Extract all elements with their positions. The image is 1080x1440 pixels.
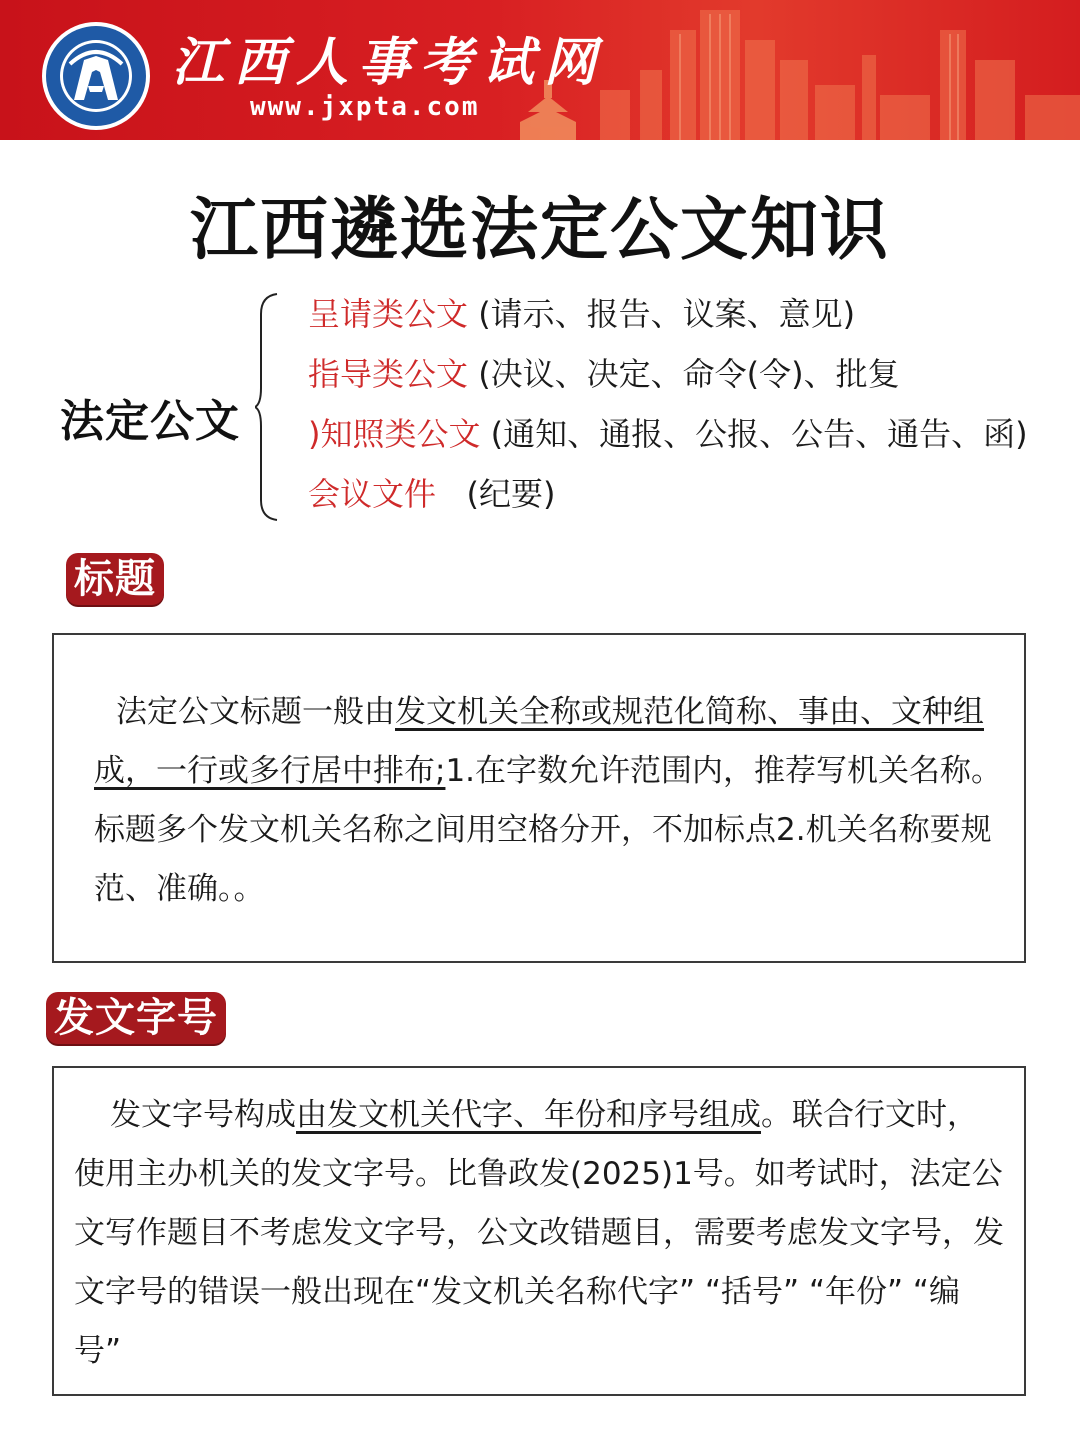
header-banner (0, 0, 1080, 140)
category-desc: (请示、报告、议案、意见) (468, 295, 856, 333)
section-tag-docnum: 发文字号 (46, 992, 226, 1044)
list-item (308, 292, 855, 336)
list-item (308, 412, 1028, 456)
docnum-content-box (52, 1066, 1026, 1396)
docnum-text-lead: 发文字号构成 (110, 1097, 296, 1133)
title-content-box (52, 633, 1026, 963)
jxpta-logo-icon (40, 20, 152, 132)
list-item (308, 472, 556, 516)
category-name: 呈请类公文 (308, 295, 469, 333)
category-desc: (决议、决定、命令(令)、批复 (468, 355, 900, 393)
docnum-text-rest: 。联合行文时，使用主办机关的发文字号。比鲁政发(2025)1号。如考试时，法定公文写作题目不考虑发文字号，公文改错题目，需要考虑发文字号，发文字号的错误一般出现在“发文机关名称代字” “括号” “年份” “编号” (74, 1097, 1004, 1369)
docnum-text-underlined: 由发文机关代字、年份和序号组成 (296, 1097, 761, 1133)
category-name: 会议文件 (308, 475, 437, 513)
title-text-underlined: 发文机关全称或规范化简称、事由、文种组成，一行或多行居中排布; (94, 694, 984, 789)
section-tag-title: 标题 (66, 553, 164, 605)
docnum-paragraph (74, 1086, 1004, 1381)
category-name: 指导类公文 (308, 355, 469, 393)
classification-label: 法定公文 (60, 396, 240, 447)
site-name: 江西人事考试网 (172, 32, 607, 93)
page-title: 江西遴选法定公文知识 (189, 191, 890, 270)
left-brace-icon (255, 292, 285, 522)
category-desc: (通知、通报、公报、公告、通告、函) (480, 415, 1028, 453)
title-text-lead: 法定公文标题一般由 (116, 694, 395, 730)
category-desc: (纪要) (436, 475, 556, 513)
title-paragraph (94, 683, 1014, 919)
site-url: www.jxpta.com (250, 92, 480, 122)
category-name: )知照类公文 (308, 415, 481, 453)
list-item (308, 352, 900, 396)
title-text-rest: 1.在字数允许范围内，推荐写机关名称。标题多个发文机关名称之间用空格分开，不加标点2.机关名称要规范、准确。。 (94, 753, 1003, 907)
